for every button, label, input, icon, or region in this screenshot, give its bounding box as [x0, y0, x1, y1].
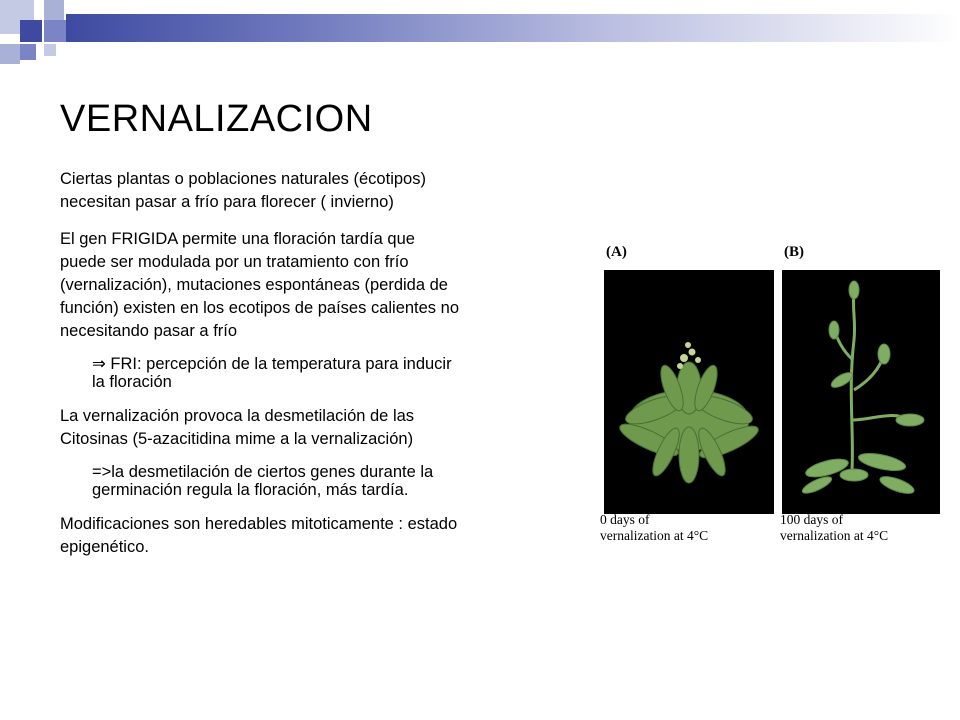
panel-b-caption — [780, 512, 888, 544]
body-line: puede ser modulada por un tratamiento con frío — [60, 253, 409, 271]
sub-point-line: la floración — [92, 373, 172, 391]
panel-a-label: (A) — [606, 244, 627, 260]
panel-b-caption-line: vernalization at 4°C — [780, 528, 889, 543]
body-line: (vernalización), mutaciones espontáneas (perdida de — [60, 276, 448, 294]
panel-a-caption-line: 0 days of — [600, 512, 650, 527]
vernalization-figure — [600, 244, 940, 544]
body-line: necesitan pasar a frío para florecer ( invierno) — [60, 193, 394, 211]
body-line: Ciertas plantas o poblaciones naturales (écotipos) — [60, 170, 426, 188]
panel-b-label: (B) — [784, 244, 804, 260]
body-line: Citosinas (5-azacitidina mime a la vernalización) — [60, 430, 414, 448]
decor-square-3 — [0, 44, 20, 64]
panel-b-photo — [782, 270, 940, 514]
panel-a-caption — [600, 512, 708, 544]
body-line: La vernalización provoca la desmetilación de las — [60, 407, 415, 425]
sub-point-line: =>la desmetilación de ciertos genes durante la — [92, 463, 434, 481]
body-line: El gen FRIGIDA permite una floración tardía que — [60, 230, 415, 248]
body-line: necesitando pasar a frío — [60, 322, 238, 340]
panel-a-caption-line: vernalization at 4°C — [600, 528, 709, 543]
sub-point-line: germinación regula la floración, más tardía. — [92, 481, 409, 499]
slide-title: VERNALIZACION — [60, 98, 373, 140]
header-gradient-bar — [66, 14, 960, 42]
rosette-plant-image — [604, 270, 774, 514]
panel-b-caption-line: 100 days of — [780, 512, 843, 527]
flowering-plant-image — [782, 270, 940, 514]
slide-body — [60, 168, 580, 559]
body-line: epigenético. — [60, 538, 149, 556]
panel-a-photo — [604, 270, 774, 514]
body-line: Modificaciones son heredables mitoticamente : estado — [60, 515, 458, 533]
decor-square-4 — [20, 20, 42, 42]
decor-square-7 — [44, 44, 56, 56]
sub-point-line: ⇒ FRI: percepción de la temperatura para inducir — [92, 355, 452, 373]
body-line: función) existen en los ecotipos de países calientes no — [60, 299, 459, 317]
decor-square-2 — [44, 0, 64, 20]
decor-square-6 — [20, 44, 36, 60]
decor-square-5 — [44, 20, 66, 42]
